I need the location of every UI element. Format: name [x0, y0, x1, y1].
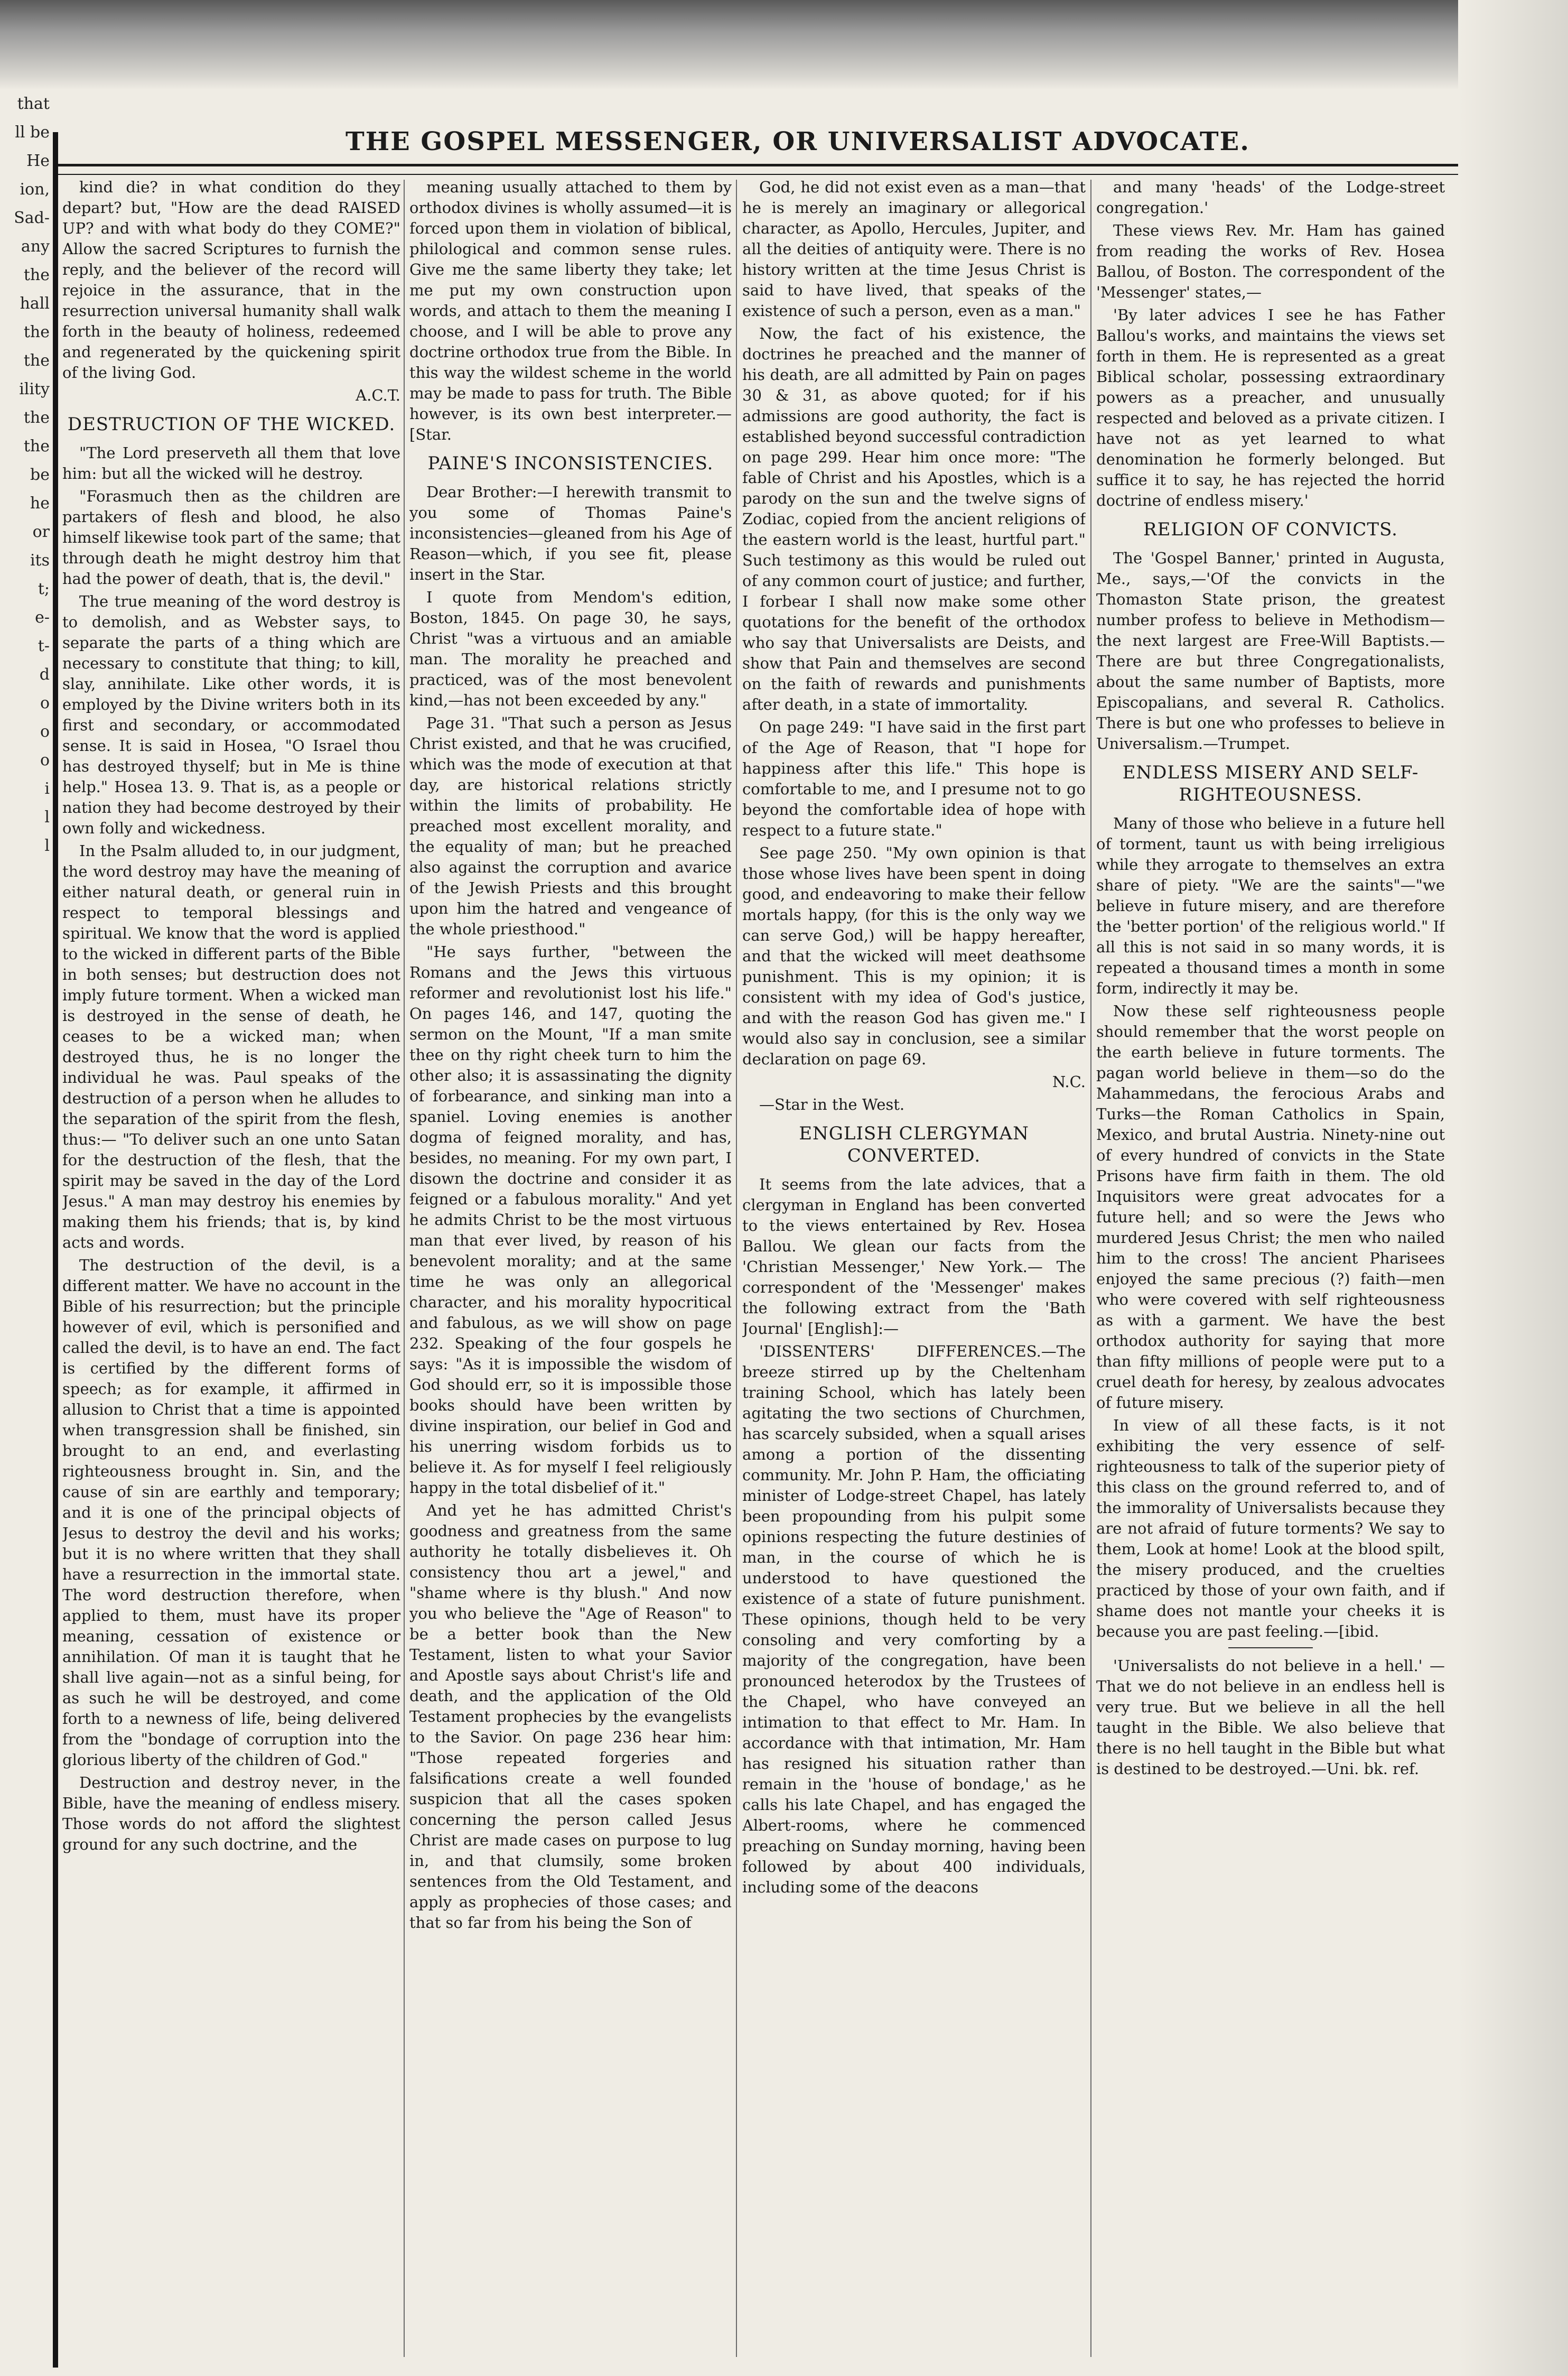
margin-fragment: the	[23, 323, 50, 341]
scan-right-margin	[1458, 0, 1568, 2376]
margin-fragment: l	[44, 808, 50, 827]
paragraph: 'DISSENTERS' DIFFERENCES.—The breeze stirred up by the Cheltenham training School, which has lately been agitating the two sections of Churchmen, has scarcely subsided, when a squall arises among a portion of the dissenting community. Mr. John P. Ham, the officiating minister of Lodge-street Chapel, has lately been propounding from his pulpit some opinions respecting the future destinies of man, in the course of which he is understood to have questioned the existence of a state of future punishment. These opinions, though held to be very consoling and very comforting by a majority of the congregation, have been pronounced heterodox by the Trustees of the Chapel, who have conveyed an intimation to that effect to Mr. Ham. In accordance with that intimation, Mr. Ham has resigned his situation rather than remain in the 'house of bondage,' as he calls his late Chapel, and has engaged the Albert-rooms, where he commenced preaching on Sunday morning, having been followed by about 400 individuals, including some of the deacons	[742, 1342, 1086, 1896]
paragraph: Destruction and destroy never, in the Bible, have the meaning of endless misery. Those words do not afford the slightest ground for any such doctrine, and the	[62, 1774, 400, 1853]
margin-fragment: He	[26, 152, 50, 170]
margin-fragment: o	[40, 694, 50, 712]
margin-fragment: d	[39, 665, 50, 684]
margin-fragment: ility	[19, 380, 50, 398]
paragraph: and many 'heads' of the Lodge-street congregation.'	[1096, 178, 1445, 217]
gutter-rule	[53, 132, 58, 2368]
paragraph: Page 31. "That such a person as Jesus Christ existed, and that he was crucified, which was the mode of execution at that day, are historical relations strictly within the limits of probability. He preached most excellent morality, and the equality of man; but he preached also against the corruption and avarice of the Jewish Priests and this brought upon him the hatred and vengeance of the whole priesthood."	[409, 714, 732, 938]
margin-fragment: be	[30, 466, 50, 484]
column-divider	[736, 180, 737, 2357]
paragraph: "The Lord preserveth all them that love him: but all the wicked will he destroy.	[62, 444, 400, 482]
column-divider	[1090, 180, 1091, 2357]
margin-fragment: o	[40, 751, 50, 769]
column-divider	[404, 180, 405, 2357]
left-margin-fragments	[0, 90, 53, 2376]
paragraph: It seems from the late advices, that a clergyman in England has been converted to the views entertained by Rev. Hosea Ballou. We glean our facts from the 'Christian Messenger,' New York.— The correspondent of the 'Messenger' makes the following extract from the 'Bath Journal' [English]:—	[742, 1175, 1086, 1338]
column-1	[62, 177, 400, 2360]
paragraph: "Forasmuch then as the children are partakers of flesh and blood, he also himself likewise took part of the same; that through death he might destroy him that had the power of death, that is, the devil."	[62, 487, 400, 588]
paragraph: Dear Brother:—I herewith transmit to you some of Thomas Paine's inconsistencies—gleaned from his Age of Reason—which, if you see fit, please insert in the Star.	[409, 483, 732, 583]
article-heading: RELIGION OF CONVICTS.	[1143, 519, 1398, 540]
article-signature: A.C.T.	[356, 386, 400, 404]
paragraph: In the Psalm alluded to, in our judgment, the word destroy may have the meaning of either natural death, or general ruin in respect to temporal blessings and spiritual. We know that the word is applied to the wicked in different parts of the Bible in both senses; but destruction does not imply future torment. When a wicked man is destroyed in the sense of death, he ceases to be a wicked man; when destroyed thus, he is no longer the individual he was. Paul speaks of the destruction of a person when he alludes to the separation of the spirit from the flesh, thus:— "To deliver such an one unto Satan for the destruction of the flesh, that the spirit may be saved in the day of the Lord Jesus." A man may destroy his enemies by making them his friends; that is, by kind acts and words.	[62, 842, 400, 1251]
margin-fragment: the	[23, 351, 50, 370]
scan-top-margin	[0, 0, 1568, 90]
paragraph: "He says further, "between the Romans and the Jews this virtuous reformer and revolutionist lost his life." On pages 146, and 147, quoting the sermon on the Mount, "If a man smite thee on thy right cheek turn to him the other also; it is assassinating the dignity of forbearance, and sinking man into a spaniel. Loving enemies is another dogma of feigned morality, and has, besides, no meaning. For my own part, I disown the doctrine and consider it as feigned or a fabulous morality." And yet he admits Christ to be the most virtuous man that ever lived, by reason of his benevolent morality; and at the same time he was only an allegorical character, and his morality hypocritical and fabulous, as we will show on page 232. Speaking of the four gospels he says: "As it is impossible the wisdom of God should err, so it is impossible those books should have been written by divine inspiration, our belief in God and his unerring wisdom forbids us to believe it. As for myself I feel religiously happy in the total disbelief of it."	[409, 943, 732, 1497]
paragraph: Now these self righteousness people should remember that the worst people on the earth believe in future torments. The pagan world believe in them—so do the Mahammedans, the ferocious Arabs and Turks—the Roman Catholics in Spain, Mexico, and brutal Austria. Ninety-nine out of every hundred of convicts in the State Prisons have firm faith in them. The old Inquisitors were great advocates for a future hell; and so were the Jews who murdered Jesus Christ; the men who nailed him to the cross! The ancient Pharisees enjoyed the same precious (?) faith—men who were covered with self righteousness as with a garment. We have the best orthodox authority for saying that more than fifty millions of people were put to a cruel death for heresy, by zealous advocates of future misery.	[1096, 1002, 1445, 1412]
paragraph: The 'Gospel Banner,' printed in Augusta, Me., says,—'Of the convicts in the Thomaston State prison, the greatest number profess to believe in Methodism—the next largest are Free-Will Baptists.— There are but three Congregationalists, about the same number of Baptists, more Episcopalians, and several R. Catholics. There is but one who professes to believe in Universalism.—Trumpet.	[1096, 549, 1445, 753]
paragraph: And yet he has admitted Christ's goodness and greatness from the same authority he totally disbelieves it. Oh consistency thou art a jewel," and "shame where is thy blush." And now you who believe the "Age of Reason" to be a better book than the New Testament, listen to what your Savior and Apostle says about Christ's life and death, and the application of the Old Testament prophecies by the evangelists to the Savior. On page 236 hear him: "Those repeated forgeries and falsifications create a well founded suspicion that all the cases spoken concerning the person called Jesus Christ are made cases on purpose to lug in, and that clumsily, some broken sentences from the Old Testament, and apply as prophecies of those cases; and that so far from his being the Son of	[409, 1501, 732, 1932]
paragraph: I quote from Mendom's edition, Boston, 1845. On page 30, he says, Christ "was a virtuous and an amiable man. The morality he preached and practiced, was of the most benevolent kind,—has not been exceeded by any."	[409, 588, 732, 709]
paragraph: In view of all these facts, is it not exhibiting the very essence of self-righteousness to talk of the superior piety of this class on the ground referred to, and of the immorality of Universalists because they are not afraid of future torments? We say to them, Look at home! Look at the blood spilt, the misery produced, and the cruelties practiced by those of your own faith, and if shame does not mantle your cheeks it is because you are past feeling.—[ibid.	[1096, 1416, 1445, 1640]
paragraph: The true meaning of the word destroy is to demolish, and as Webster says, to separate the parts of a thing which are necessary to constitute that thing; to kill, slay, annihilate. Like other words, it is employed by the Divine writers both in its first and secondary, or accommodated sense. It is said in Hosea, "O Israel thou has destroyed thyself; but in Me is thine help." Hosea 13. 9. That is, as a people or nation they had become destroyed by their own folly and wickedness.	[62, 592, 400, 837]
paragraph: kind die? in what condition do they depart? but, "How are the dead RAISED UP? and with what body do they COME?" Allow the sacred Scriptures to furnish the reply, and the believer of the record will rejoice in the assurance, that in the resurrection universal humanity shall walk forth in the beauty of holiness, redeemed and regenerated by the quickening spirit of the living God.	[62, 178, 400, 382]
article-signature: N.C.	[1052, 1073, 1086, 1091]
margin-fragment: l	[44, 837, 50, 855]
header-rule	[58, 164, 1548, 175]
paragraph: These views Rev. Mr. Ham has gained from reading the works of Rev. Hosea Ballou, of Boston. The correspondent of the 'Messenger' states,—	[1096, 221, 1445, 301]
margin-fragment: he	[30, 494, 50, 513]
paragraph: Many of those who believe in a future hell of torment, taunt us with being irreligious while they arrogate to themselves an extra share of piety. "We are the saints"—"we believe in future misery, and are therefore the 'better portion' of the religious world." If all this is not said in so many words, it is repeated a thousand times a month in some form, indirectly it may be.	[1096, 814, 1445, 997]
newspaper-title: THE GOSPEL MESSENGER, OR UNIVERSALIST ADVOCATE.	[346, 127, 1250, 156]
section-rule	[1228, 1647, 1313, 1648]
paragraph: 'By later advices I see he has Father Ballou's works, and maintains the views set forth in them. He is represented as a great Biblical scholar, possessing extraordinary powers as a preacher, and unusually respected and beloved as a private citizen. I have not as yet learned to what denomination he formerly belonged. But suffice it to say, he has rejected the horrid doctrine of endless misery.'	[1096, 306, 1445, 509]
margin-fragment: e-	[35, 608, 50, 627]
margin-fragment: t-	[38, 637, 50, 655]
paragraph: —Star in the West.	[759, 1096, 905, 1113]
article-heading: ENDLESS MISERY AND SELF-RIGHTEOUSNESS.	[1122, 762, 1419, 805]
article-heading: DESTRUCTION OF THE WICKED.	[67, 414, 396, 435]
margin-fragment: hall	[20, 294, 50, 313]
paragraph: The destruction of the devil, is a different matter. We have no account in the Bible of his resurrection; but the principle however of evil, which is personified and called the devil, is to have an end. The fact is certified by the different forms of speech; as for example, it affirmed in allusion to Christ that a time is appointed when transgression shall be finished, sin brought to an end, and everlasting righteousness brought in. Sin, and the cause of sin are earthly and temporary; and it is one of the principal objects of Jesus to destroy the devil and his works; but it is no where written that they shall have a resurrection in the immortal state. The word destruction therefore, when applied to them, must have its proper meaning, cessation of existence or annihilation. Of man it is taught that he shall live again—not as a sinful being, for as such he will be destroyed, and come forth to a newness of life, being delivered from the "bondage of corruption into the glorious liberty of the children of God."	[62, 1256, 400, 1769]
margin-fragment: its	[30, 551, 50, 570]
article-heading: ENGLISH CLERGYMAN CONVERTED.	[799, 1123, 1029, 1166]
margin-fragment: o	[40, 722, 50, 741]
margin-fragment: i	[44, 779, 50, 798]
paragraph: 'Universalists do not believe in a hell.' —That we do not believe in an endless hell is very true. But we believe in all the hell taught in the Bible. We also believe that there is no hell taught in the Bible but what is destined to be destroyed.—Uni. bk. ref.	[1096, 1657, 1445, 1778]
paragraph: Now, the fact of his existence, the doctrines he preached and the manner of his death, are all admitted by Pain on pages 30 & 31, as above quoted; for if his admissions are good authority, the fact is established beyond successful contradiction on page 299. Hear him once more: "The fable of Christ and his Apostles, which is a parody on the sun and the twelve signs of Zodiac, copied from the ancient religions of the eastern world is the least, hurtful part." Such testimony as this would be ruled out of any common court of justice; and further, I forbear I shall now make some other quotations for the benefit of the orthodox who say that Universalists are Deists, and show that Pain and themselves are second on the faith of rewards and punishments after death, in a state of immortality.	[742, 324, 1086, 713]
margin-fragment: ion,	[20, 180, 50, 199]
paragraph: God, he did not exist even as a man—that he is merely an imaginary or allegorical character, as Apollo, Hercules, Jupiter, and all the deities of antiquity were. There is no history written at the time Jesus Christ is said to have lived, that speaks of the existence of such a person, even as a man."	[742, 178, 1086, 320]
margin-fragment: or	[32, 523, 50, 541]
paragraph: meaning usually attached to them by orthodox divines is wholly assumed—it is forced upon them in violation of biblical, philological and common sense rules. Give me the same liberty they take; let me put my own construction upon words, and attach to them the meaning I choose, and I will be able to prove any doctrine orthodox true from the Bible. In this way the wildest scheme in the world may be made to pass for truth. The Bible however, is its own best interpreter.—[Star.	[409, 178, 732, 443]
column-3	[742, 177, 1086, 2360]
article-heading: PAINE'S INCONSISTENCIES.	[427, 453, 714, 474]
column-4	[1096, 177, 1445, 2360]
margin-fragment: ll be	[15, 123, 50, 142]
paragraph: See page 250. "My own opinion is that those whose lives have been spent in doing good, and endeavoring to make their fellow mortals happy, (for this is the only way we can serve God,) will be happy hereafter, and that the wicked will meet deathsome punishment. This is my opinion; it is consistent with my idea of God's justice, and with the reason God has given me." I would also say in conclusion, see a similar declaration on page 69.	[742, 844, 1086, 1068]
margin-fragment: any	[21, 237, 50, 256]
margin-fragment: the	[23, 409, 50, 427]
margin-fragment: the	[23, 437, 50, 456]
margin-fragment: that	[17, 95, 50, 113]
paragraph: On page 249: "I have said in the first part of the Age of Reason, that "I hope for happiness after this life." This hope is comfortable to me, and I presume not to go beyond the comfortable idea of hope with respect to a future state."	[742, 718, 1086, 839]
margin-fragment: Sad-	[14, 209, 50, 227]
margin-fragment: the	[23, 266, 50, 284]
column-2	[409, 177, 732, 2360]
margin-fragment: t;	[38, 580, 50, 598]
page-header	[58, 127, 1568, 164]
